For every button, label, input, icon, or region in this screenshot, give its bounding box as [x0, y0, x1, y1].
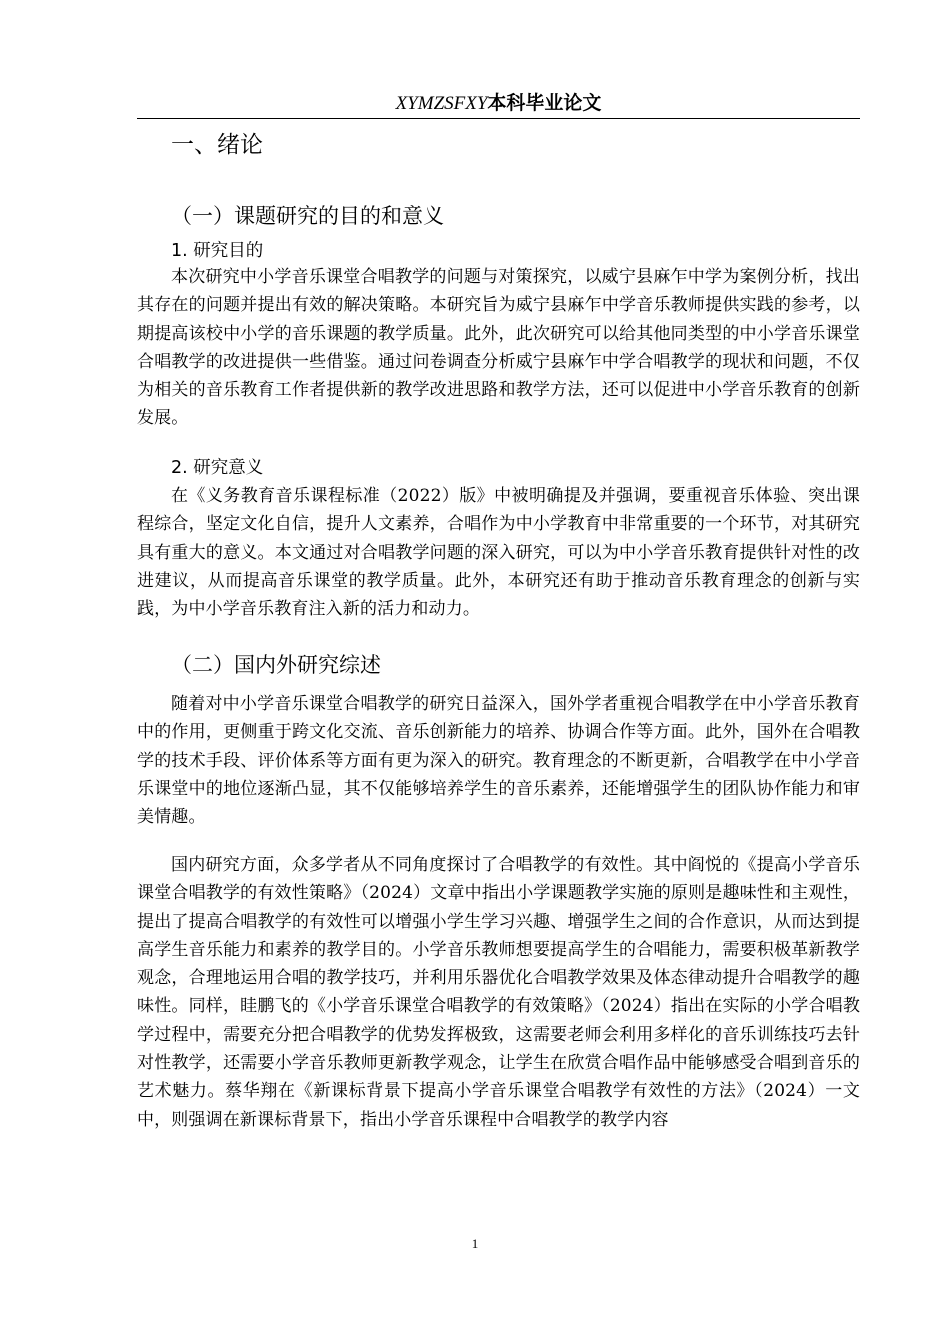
section-heading-purpose-significance: （一）课题研究的目的和意义: [171, 204, 444, 228]
paragraph-purpose: 本次研究中小学音乐课堂合唱教学的问题与对策探究，以威宁县麻乍中学为案例分析，找出其存在的问题并提出有效的解决策略。本研究旨为威宁县麻乍中学音乐教师提供实践的参考，以期提高该校中小学的音乐课题的教学质量。此外，此次研究可以给其他同类型的中小学音乐课堂合唱教学的改进提供一些借鉴。通过问卷调查分析威宁县麻乍中学合唱教学的现状和问题，不仅为相关的音乐教育工作者提供新的教学改进思路和教学方法，还可以促进中小学音乐教育的创新发展。: [137, 267, 860, 429]
page-number: 1: [471, 1236, 479, 1251]
subsection-heading-purpose: 1. 研究目的: [171, 241, 264, 261]
paragraph-domestic-research: 国内研究方面，众多学者从不同角度探讨了合唱教学的有效性。其中阎悦的《提高小学音乐课堂合唱教学的有效性策略》（2024）文章中指出小学课题教学实施的原则是趣味性和主观性，提出了提高合唱教学的有效性可以增强小学生学习兴趣、增强学生之间的合作意识，从而达到提高学生音乐能力和素养的教学目的。小学音乐教师想要提高学生的合唱能力，需要积极革新教学观念，合理地运用合唱的教学技巧，并利用乐器优化合唱教学效果及体态律动提升合唱教学的趣味性。同样，眭鹏飞的《小学音乐课堂合唱教学的有效策略》（2024）指出在实际的小学合唱教学过程中，需要充分把合唱教学的优势发挥极致，这需要老师会利用多样化的音乐训练技巧去针对性教学，还需要小学音乐教师更新教学观念，让学生在欣赏合唱作品中能够感受合唱到音乐的艺术魅力。蔡华翔在《新课标背景下提高小学音乐课堂合唱教学有效性的方法》（2024）一文中，则强调在新课标背景下，指出小学音乐课程中合唱教学的教学内容: [137, 855, 860, 1130]
chapter-heading: 一、绪论: [171, 132, 263, 158]
header-latin: XYMZSFXY: [395, 93, 488, 114]
subsection-heading-significance: 2. 研究意义: [171, 458, 264, 478]
header-title: 本科毕业论文: [487, 92, 602, 114]
paragraph-significance: 在《义务教育音乐课程标准（2022）版》中被明确提及并强调，要重视音乐体验、突出课程综合，坚定文化自信，提升人文素养，合唱作为中小学教育中非常重要的一个环节，对其研究具有重大的意义。本文通过对合唱教学问题的深入研究，可以为中小学音乐教育提供针对性的改进建议，从而提高音乐课堂的教学质量。此外，本研究还有助于推动音乐教育理念的创新与实践，为中小学音乐教育注入新的活力和动力。: [137, 486, 860, 620]
paragraph-foreign-research: 随着对中小学音乐课堂合唱教学的研究日益深入，国外学者重视合唱教学在中小学音乐教育中的作用，更侧重于跨文化交流、音乐创新能力的培养、协调合作等方面。此外，国外在合唱教学的技术手段、评价体系等方面有更为深入的研究。教育理念的不断更新，合唱教学在中小学音乐课堂中的地位逐渐凸显，其不仅能够培养学生的音乐素养，还能增强学生的团队协作能力和审美情趣。: [137, 694, 860, 828]
running-header: [137, 88, 860, 119]
section-heading-literature-review: （二）国内外研究综述: [171, 653, 381, 677]
